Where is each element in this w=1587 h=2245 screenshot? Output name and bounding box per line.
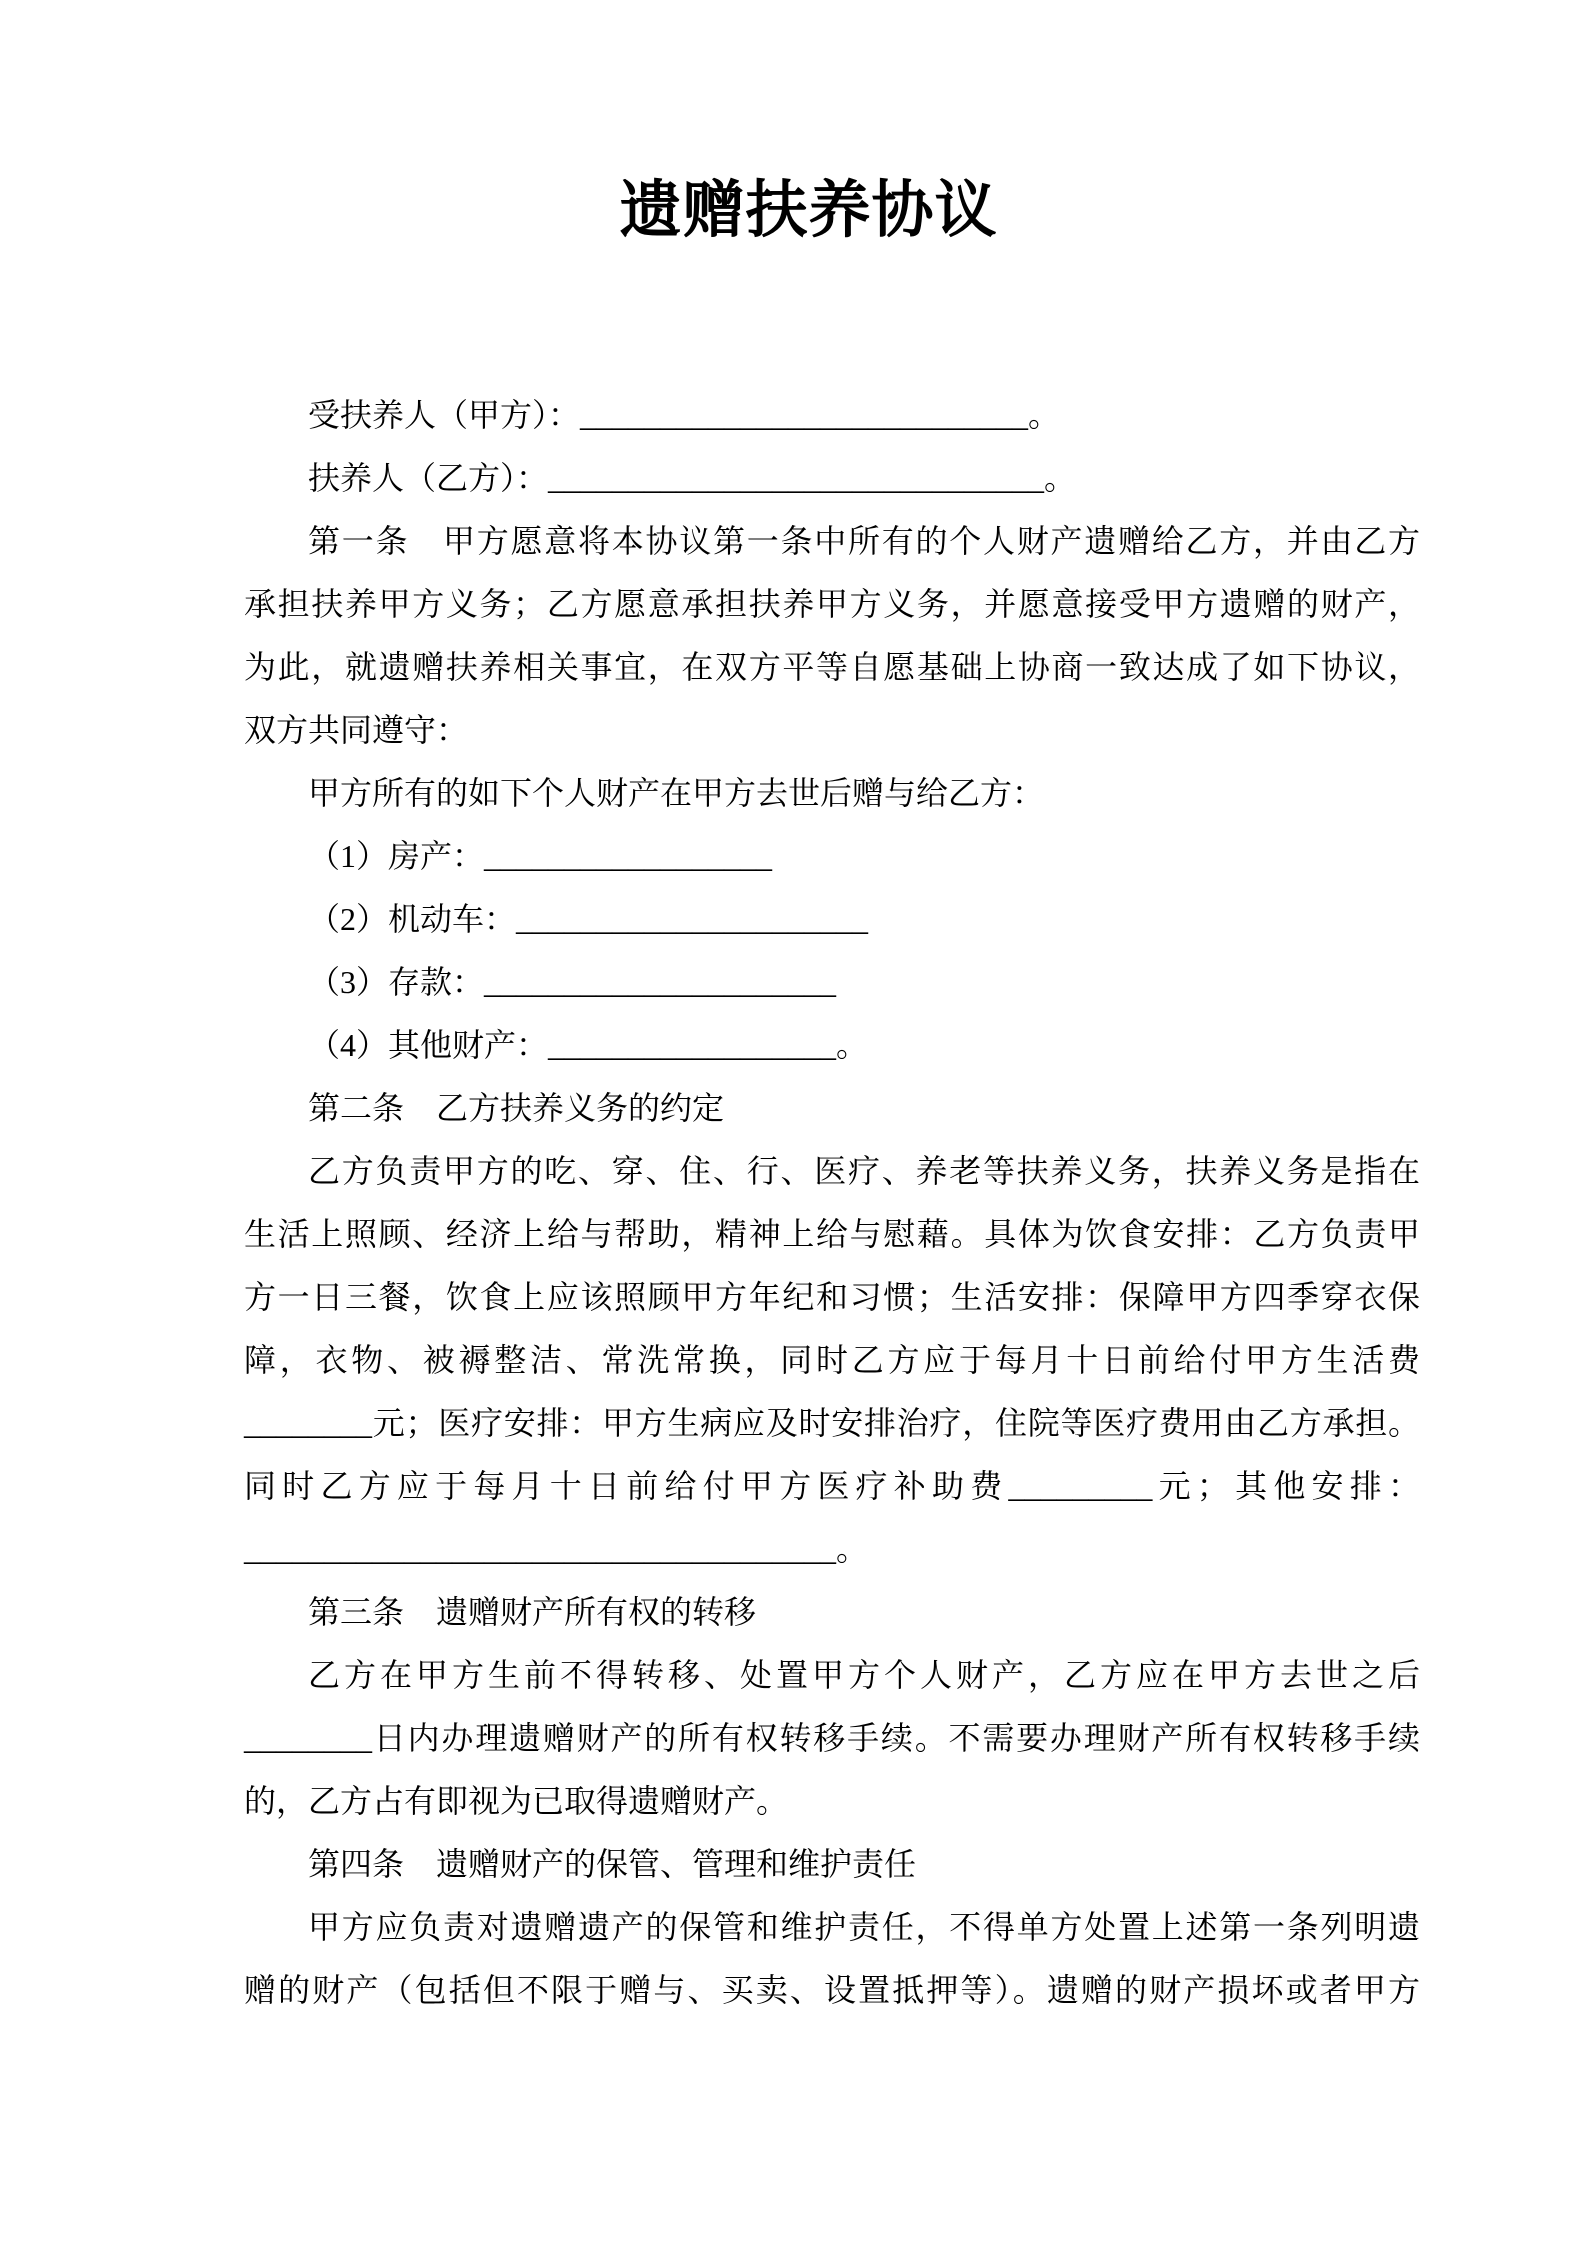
article-4-line-2: 赠的财产（包括但不限于赠与、买卖、设置抵押等）。遗赠的财产损坏或者甲方 [244,1972,1420,2008]
article-1-line-2: 承担扶养甲方义务；乙方愿意承担扶养甲方义务，并愿意接受甲方遗赠的财产， [244,586,1420,622]
article-2-line-4: 障，衣物、被褥整洁、常洗常换，同时乙方应于每月十日前给付甲方生活费 [244,1342,1420,1378]
article-1-line-4: 双方共同遵守： [244,712,469,748]
article-4-heading: 第四条 遗赠财产的保管、管理和维护责任 [308,1846,917,1882]
article-2-line-7: _____________________________________。 [244,1531,869,1567]
article-2-line-1: 乙方负责甲方的吃、穿、住、行、医疗、养老等扶养义务，扶养义务是指在 [308,1153,1420,1189]
article-2-line-2: 生活上照顾、经济上给与帮助，精神上给与慰藉。具体为饮食安排：乙方负责甲 [244,1216,1420,1252]
article-3-line-2: ________日内办理遗赠财产的所有权转移手续。不需要办理财产所有权转移手续 [244,1720,1420,1756]
article-3-line-3: 的，乙方占有即视为已取得遗赠财产。 [244,1783,789,1819]
article-1-line-1: 第一条 甲方愿意将本协议第一条中所有的个人财产遗赠给乙方，并由乙方 [308,523,1420,559]
party-b-line: 扶养人（乙方）：_______________________________。 [308,460,1077,496]
article-1-line-3: 为此，就遗赠扶养相关事宜，在双方平等自愿基础上协商一致达成了如下协议， [244,649,1420,685]
property-item-3: （3）存款：______________________ [308,964,837,1000]
property-list-intro: 甲方所有的如下个人财产在甲方去世后赠与给乙方： [308,775,1045,811]
party-a-line: 受扶养人（甲方）：____________________________。 [308,397,1061,433]
article-4-line-1: 甲方应负责对遗赠遗产的保管和维护责任，不得单方处置上述第一条列明遗 [308,1909,1420,1945]
property-item-4: （4）其他财产：__________________。 [308,1027,869,1063]
article-3-line-1: 乙方在甲方生前不得转移、处置甲方个人财产，乙方应在甲方去世之后 [308,1657,1420,1693]
article-2-heading: 第二条 乙方扶养义务的约定 [308,1090,725,1126]
document-title: 遗赠扶养协议 [619,177,998,245]
article-2-line-3: 方一日三餐，饮食上应该照顾甲方年纪和习惯；生活安排：保障甲方四季穿衣保 [244,1279,1420,1315]
article-2-line-5: ________元；医疗安排：甲方生病应及时安排治疗，住院等医疗费用由乙方承担。 [244,1405,1420,1441]
property-item-2: （2）机动车：______________________ [308,901,869,937]
article-3-heading: 第三条 遗赠财产所有权的转移 [308,1594,757,1630]
property-item-1: （1）房产：__________________ [308,838,773,874]
article-2-line-6: 同时乙方应于每月十日前给付甲方医疗补助费_________元；其他安排： [244,1468,1420,1504]
document-body [244,384,1420,2022]
